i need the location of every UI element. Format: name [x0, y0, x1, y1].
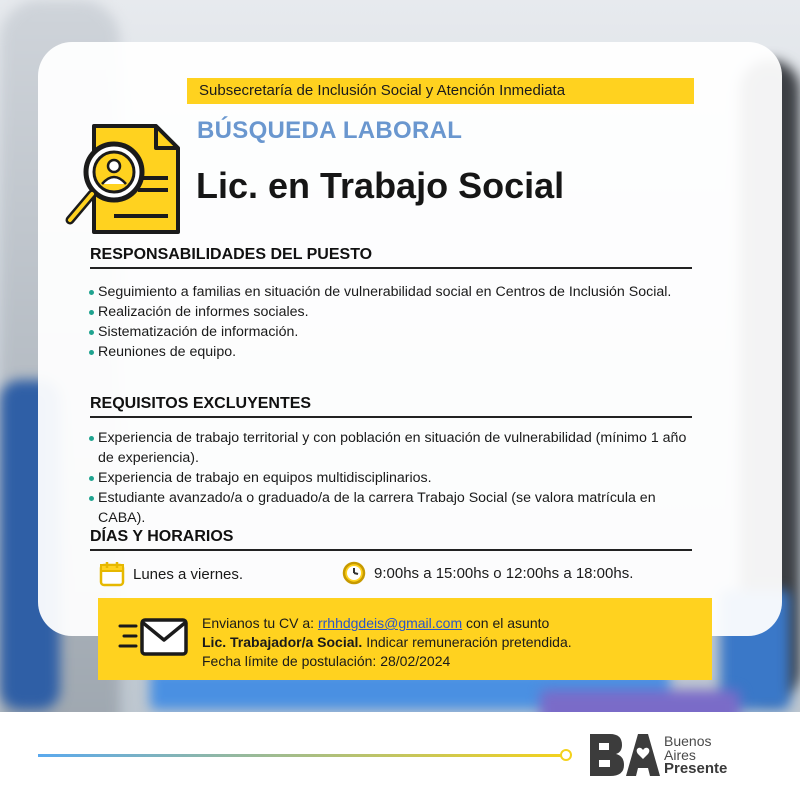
calendar-icon	[99, 561, 125, 587]
job-search-kicker: BÚSQUEDA LABORAL	[197, 117, 463, 144]
clock-icon	[342, 561, 366, 585]
apply-text	[202, 614, 702, 671]
apply-suffix: con el asunto	[466, 615, 550, 631]
footer-divider-dot	[560, 749, 572, 761]
buenos-aires-logo	[588, 730, 727, 780]
requirements-title: REQUISITOS EXCLUYENTES	[90, 395, 692, 418]
schedule-title: DÍAS Y HORARIOS	[90, 528, 692, 551]
list-item: Experiencia de trabajo territorial y con población en situación de vulnerabilidad (mínimo 1 año de experiencia).	[88, 428, 698, 468]
days-text: Lunes a viernes.	[133, 565, 244, 583]
days-row	[99, 561, 243, 587]
list-item: Estudiante avanzado/a o graduado/a de la carrera Trabajo Social (se valora matrícula en CABA).	[88, 488, 698, 528]
document-search-icon	[56, 120, 186, 240]
brand-line-3: Presente	[664, 760, 728, 777]
mail-send-icon	[118, 616, 190, 660]
responsibilities-list	[88, 282, 698, 362]
footer-divider	[38, 754, 566, 757]
list-item: Seguimiento a familias en situación de vulnerabilidad social en Centros de Inclusión Social.	[88, 282, 698, 302]
job-title: Lic. en Trabajo Social	[196, 165, 565, 206]
salary-note: Indicar remuneración pretendida.	[366, 634, 572, 650]
email-link[interactable]: rrhhdgdeis@gmail.com	[317, 615, 463, 631]
brand-line-1: Buenos	[664, 733, 712, 749]
requirements-list	[88, 428, 698, 528]
ba-logo-icon	[588, 730, 660, 780]
email-subject: Lic. Trabajador/a Social.	[202, 634, 363, 650]
apply-box	[98, 598, 712, 680]
hours-text: 9:00hs a 15:00hs o 12:00hs a 18:00hs.	[374, 564, 634, 582]
responsibilities-title: RESPONSABILIDADES DEL PUESTO	[90, 246, 692, 269]
apply-prefix: Envianos tu CV a:	[202, 615, 315, 631]
list-item: Reuniones de equipo.	[88, 342, 698, 362]
brand-line-2: Aires	[664, 747, 696, 763]
brand-text	[664, 734, 727, 776]
list-item: Sistematización de información.	[88, 322, 698, 342]
list-item: Experiencia de trabajo en equipos multidisciplinarios.	[88, 468, 698, 488]
subsecretaria-label: Subsecretaría de Inclusión Social y Atención Inmediata	[187, 78, 694, 104]
deadline-text: Fecha límite de postulación: 28/02/2024	[202, 653, 451, 669]
hours-row	[342, 561, 633, 585]
list-item: Realización de informes sociales.	[88, 302, 698, 322]
